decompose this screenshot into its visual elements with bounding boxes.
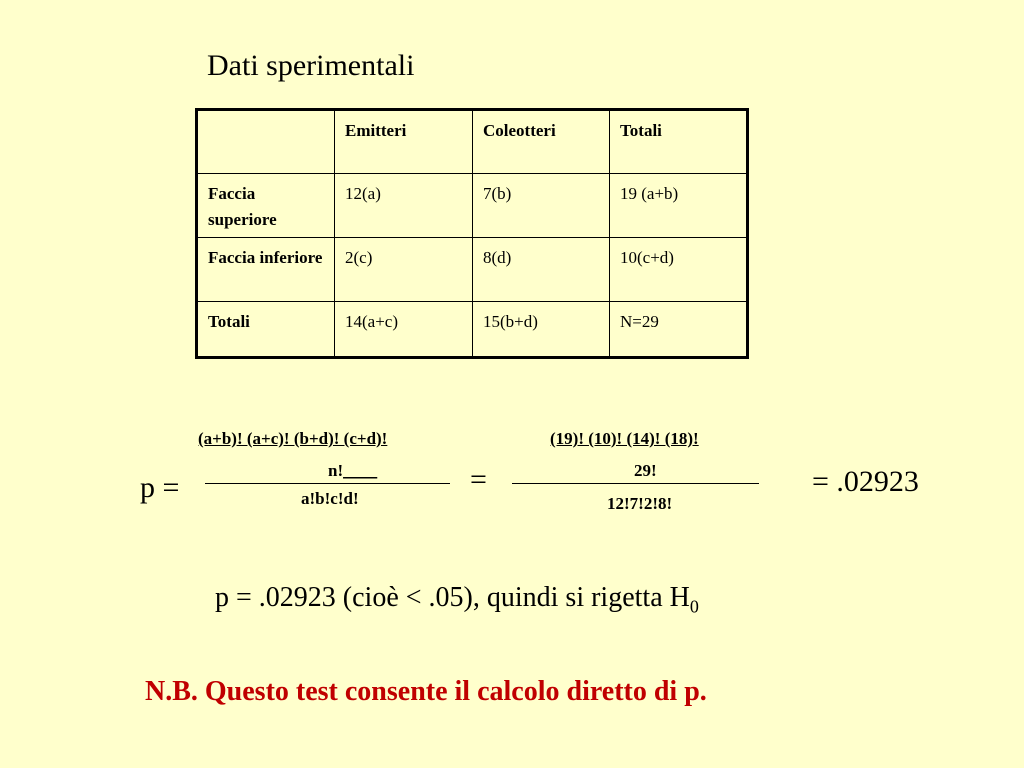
conclusion-subscript: 0 (689, 596, 699, 617)
left-n-blank: ____ (343, 461, 378, 480)
row-label-cell: Totali (197, 302, 335, 358)
table-cell: 15(b+d) (473, 302, 610, 358)
table-cell: 2(c) (335, 238, 473, 302)
table-cell: 7(b) (473, 174, 610, 238)
row-label-cell: Faccia superiore (197, 174, 335, 238)
table-cell: 10(c+d) (610, 238, 748, 302)
table-cell: 12(a) (335, 174, 473, 238)
table-header-row (197, 110, 748, 174)
header-cell-coleotteri: Coleotteri (473, 110, 610, 174)
p-label: p = (140, 471, 180, 504)
right-numerator: (19)! (10)! (14)! (18)! (550, 429, 699, 448)
header-cell-emitteri: Emitteri (335, 110, 473, 174)
right-n-factorial: 29! (634, 461, 657, 480)
slide-title: Dati sperimentali (207, 49, 415, 82)
header-cell-empty (197, 110, 335, 174)
conclusion-main: p = .02923 (cioè < .05), quindi si rigetta H (215, 582, 690, 613)
left-numerator: (a+b)! (a+c)! (b+d)! (c+d)! (198, 429, 388, 448)
row-label-cell: Faccia inferiore (197, 238, 335, 302)
right-fraction-line (512, 483, 759, 484)
note-text: N.B. Questo test consente il calcolo diretto di p. (145, 676, 707, 707)
left-denominator: a!b!c!d! (301, 489, 359, 508)
right-denominator: 12!7!2!8! (607, 494, 673, 513)
left-fraction-line (205, 483, 450, 484)
contingency-table (195, 108, 749, 359)
left-n-factorial (328, 460, 377, 482)
left-n-label: n! (328, 461, 344, 480)
table-cell: 8(d) (473, 238, 610, 302)
table-cell: N=29 (610, 302, 748, 358)
conclusion-text (215, 578, 699, 627)
header-cell-totali: Totali (610, 110, 748, 174)
equals-sign: = (470, 463, 487, 496)
table-cell: 19 (a+b) (610, 174, 748, 238)
table-row (197, 238, 748, 302)
table-cell: 14(a+c) (335, 302, 473, 358)
table-row (197, 302, 748, 358)
formula-result: = .02923 (812, 465, 919, 498)
table-row (197, 174, 748, 238)
